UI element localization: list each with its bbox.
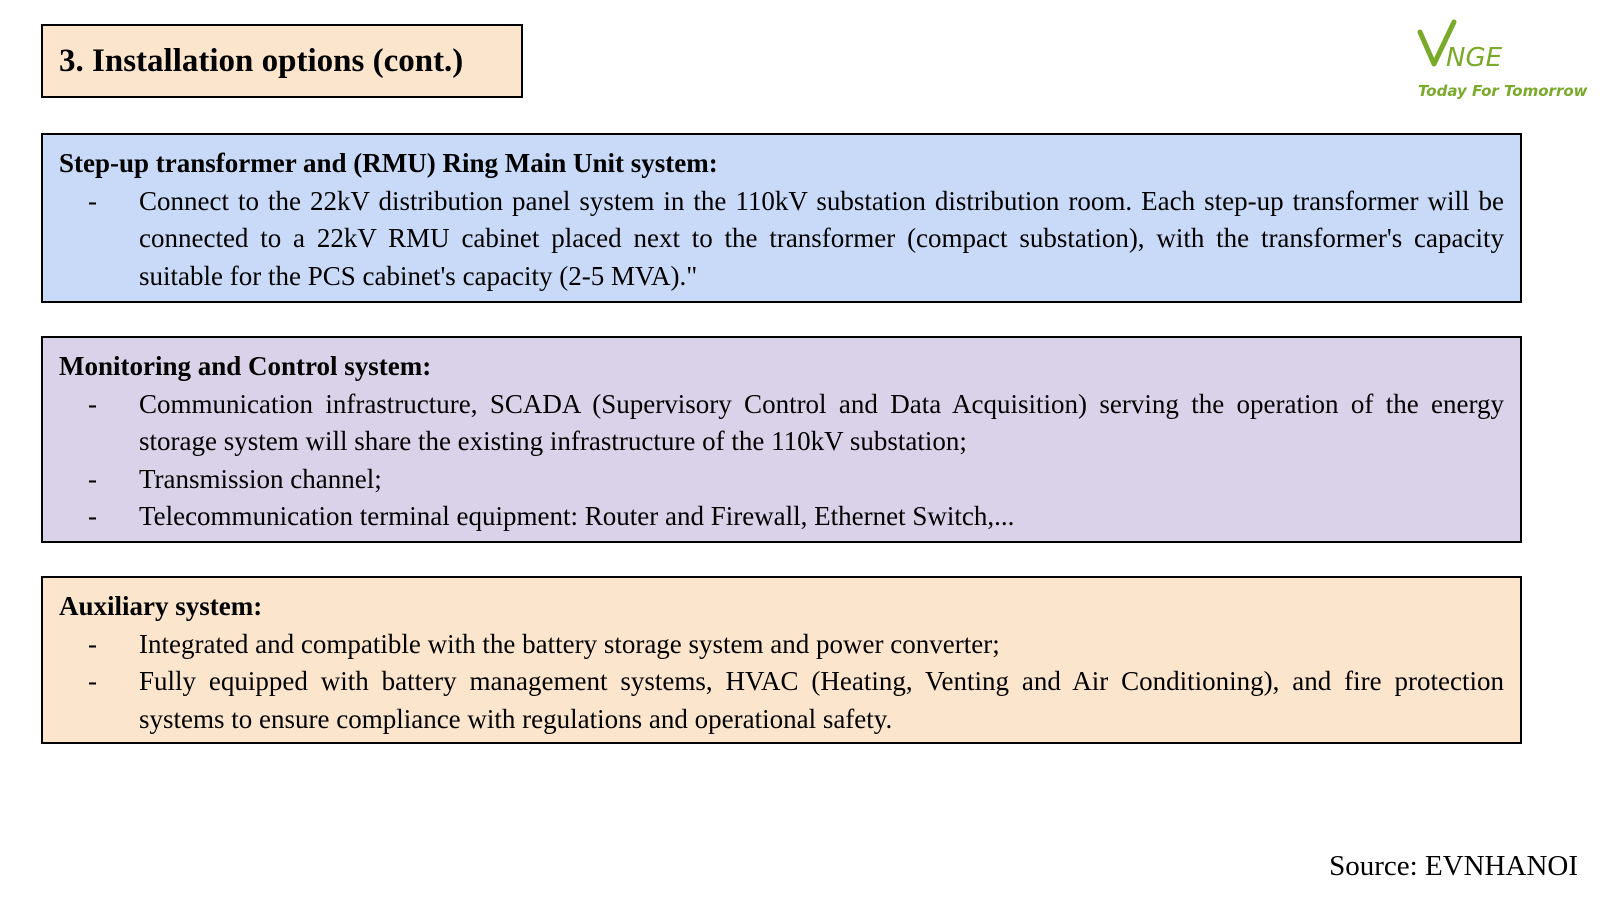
section-heading: Step-up transformer and (RMU) Ring Main Unit system: <box>59 148 718 178</box>
list-item <box>59 498 1504 536</box>
logo-letters: NGE <box>1446 43 1503 73</box>
slide-title-text: 3. Installation options (cont.) <box>59 42 464 79</box>
list-item <box>59 386 1504 461</box>
dash-marker: - <box>88 185 97 216</box>
list-item <box>59 626 1504 664</box>
list-item <box>59 461 1504 499</box>
source-credit: Source: EVNHANOI <box>1329 850 1578 882</box>
bullet-text: Connect to the 22kV distribution panel system in the 110kV substation distribution room. Each step-up transformer will be connected to a 22kV RMU cabinet placed next to the transformer (compact substation), with the transformer's capacity suitable for the PCS cabinet's capacity (2-5 MVA)." <box>139 185 1504 291</box>
section-heading: Monitoring and Control system: <box>59 351 432 381</box>
bullet-list <box>59 386 1504 536</box>
section-heading: Auxiliary system: <box>59 591 263 621</box>
bullet-text: Communication infrastructure, SCADA (Supervisory Control and Data Acquisition) serving the operation of the energy storage system will share the existing infrastructure of the 110kV substation; <box>139 388 1504 456</box>
slide-title <box>41 24 523 98</box>
dash-marker: - <box>88 463 97 494</box>
section-auxiliary <box>41 576 1522 744</box>
section-transformer <box>41 133 1522 303</box>
list-item <box>59 183 1504 296</box>
section-monitoring <box>41 336 1522 543</box>
bullet-text: Fully equipped with battery management systems, HVAC (Heating, Venting and Air Conditioning), and fire protection systems to ensure compliance with regulations and operational safety. <box>139 666 1504 734</box>
dash-marker: - <box>88 628 97 659</box>
bullet-list <box>59 183 1504 296</box>
bullet-text: Telecommunication terminal equipment: Router and Firewall, Ethernet Switch,... <box>139 501 1015 531</box>
bullet-text: Transmission channel; <box>139 463 382 494</box>
logo-tagline: Today For Tomorrow <box>1418 82 1588 100</box>
dash-marker: - <box>88 501 97 531</box>
list-item <box>59 663 1504 738</box>
bullet-text: Integrated and compatible with the battery storage system and power converter; <box>139 628 1000 659</box>
dash-marker: - <box>88 666 97 696</box>
dash-marker: - <box>88 388 97 419</box>
bullet-list <box>59 626 1504 739</box>
